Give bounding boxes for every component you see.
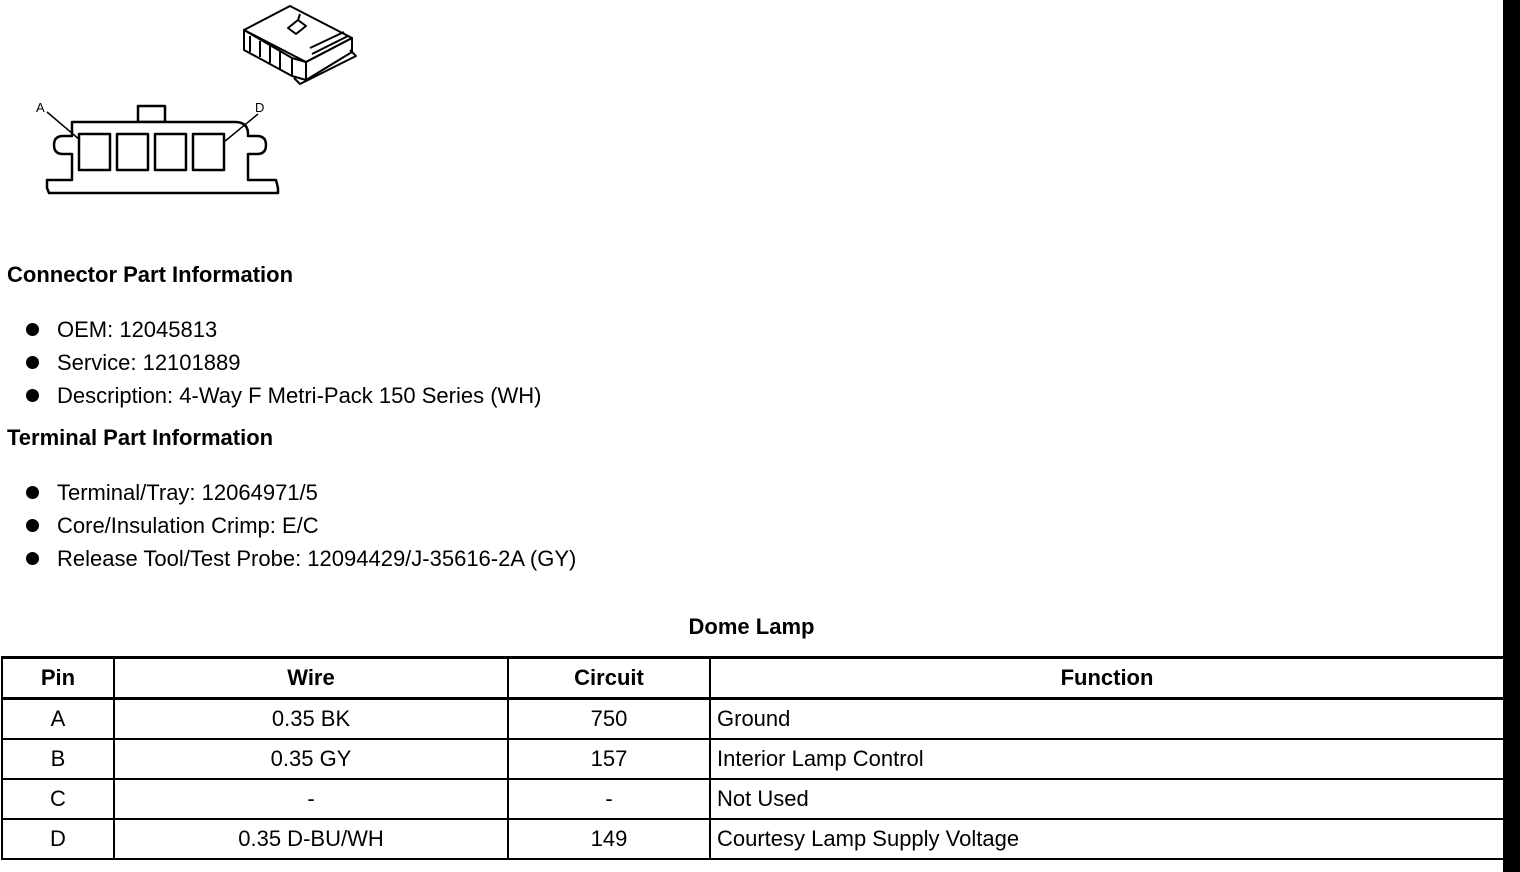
table-row [2, 739, 1504, 779]
bullet-icon [26, 356, 39, 369]
connector-front-view [47, 106, 278, 193]
list-item-text: Service: 12101889 [57, 350, 241, 375]
table-caption: Dome Lamp [688, 614, 815, 639]
column-header-circuit: Circuit [508, 658, 710, 699]
cell-function: Courtesy Lamp Supply Voltage [710, 819, 1504, 859]
cell-function: Not Used [710, 779, 1504, 819]
list-item-text: Terminal/Tray: 12064971/5 [57, 480, 318, 505]
terminal-part-heading: Terminal Part Information [7, 425, 274, 450]
list-item [0, 346, 542, 379]
column-header-function: Function [710, 658, 1504, 699]
pin-label-d: D [255, 100, 265, 115]
connector-part-list [0, 313, 542, 412]
list-item-text: Core/Insulation Crimp: E/C [57, 513, 319, 538]
list-item-text: Description: 4-Way F Metri-Pack 150 Series (WH) [57, 383, 542, 408]
table-row [2, 819, 1504, 859]
cell-pin: D [2, 819, 114, 859]
cell-function: Ground [710, 699, 1504, 740]
list-item [0, 509, 576, 542]
list-item [0, 379, 542, 412]
right-edge-bar [1503, 0, 1520, 872]
cell-pin: B [2, 739, 114, 779]
cell-function: Interior Lamp Control [710, 739, 1504, 779]
connector-diagram [0, 0, 380, 210]
connector-isometric-view [244, 6, 356, 84]
bullet-icon [26, 552, 39, 565]
column-header-wire: Wire [114, 658, 508, 699]
cell-circuit: - [508, 779, 710, 819]
pinout-table [1, 656, 1505, 860]
cell-pin: A [2, 699, 114, 740]
bullet-icon [26, 486, 39, 499]
bullet-icon [26, 519, 39, 532]
cell-wire: 0.35 D-BU/WH [114, 819, 508, 859]
cell-wire: - [114, 779, 508, 819]
list-item [0, 542, 576, 575]
column-header-pin: Pin [2, 658, 114, 699]
table-header-row [2, 658, 1504, 699]
bullet-icon [26, 389, 39, 402]
pin-label-a: A [36, 100, 45, 115]
cell-circuit: 157 [508, 739, 710, 779]
cell-circuit: 149 [508, 819, 710, 859]
cell-pin: C [2, 779, 114, 819]
list-item [0, 476, 576, 509]
cell-circuit: 750 [508, 699, 710, 740]
list-item-text: Release Tool/Test Probe: 12094429/J-35616-2A (GY) [57, 546, 577, 571]
cell-wire: 0.35 BK [114, 699, 508, 740]
connector-part-heading: Connector Part Information [7, 262, 294, 287]
list-item-text: OEM: 12045813 [57, 317, 218, 342]
terminal-part-list [0, 476, 576, 575]
table-row [2, 699, 1504, 740]
list-item [0, 313, 542, 346]
cell-wire: 0.35 GY [114, 739, 508, 779]
table-row [2, 779, 1504, 819]
bullet-icon [26, 323, 39, 336]
